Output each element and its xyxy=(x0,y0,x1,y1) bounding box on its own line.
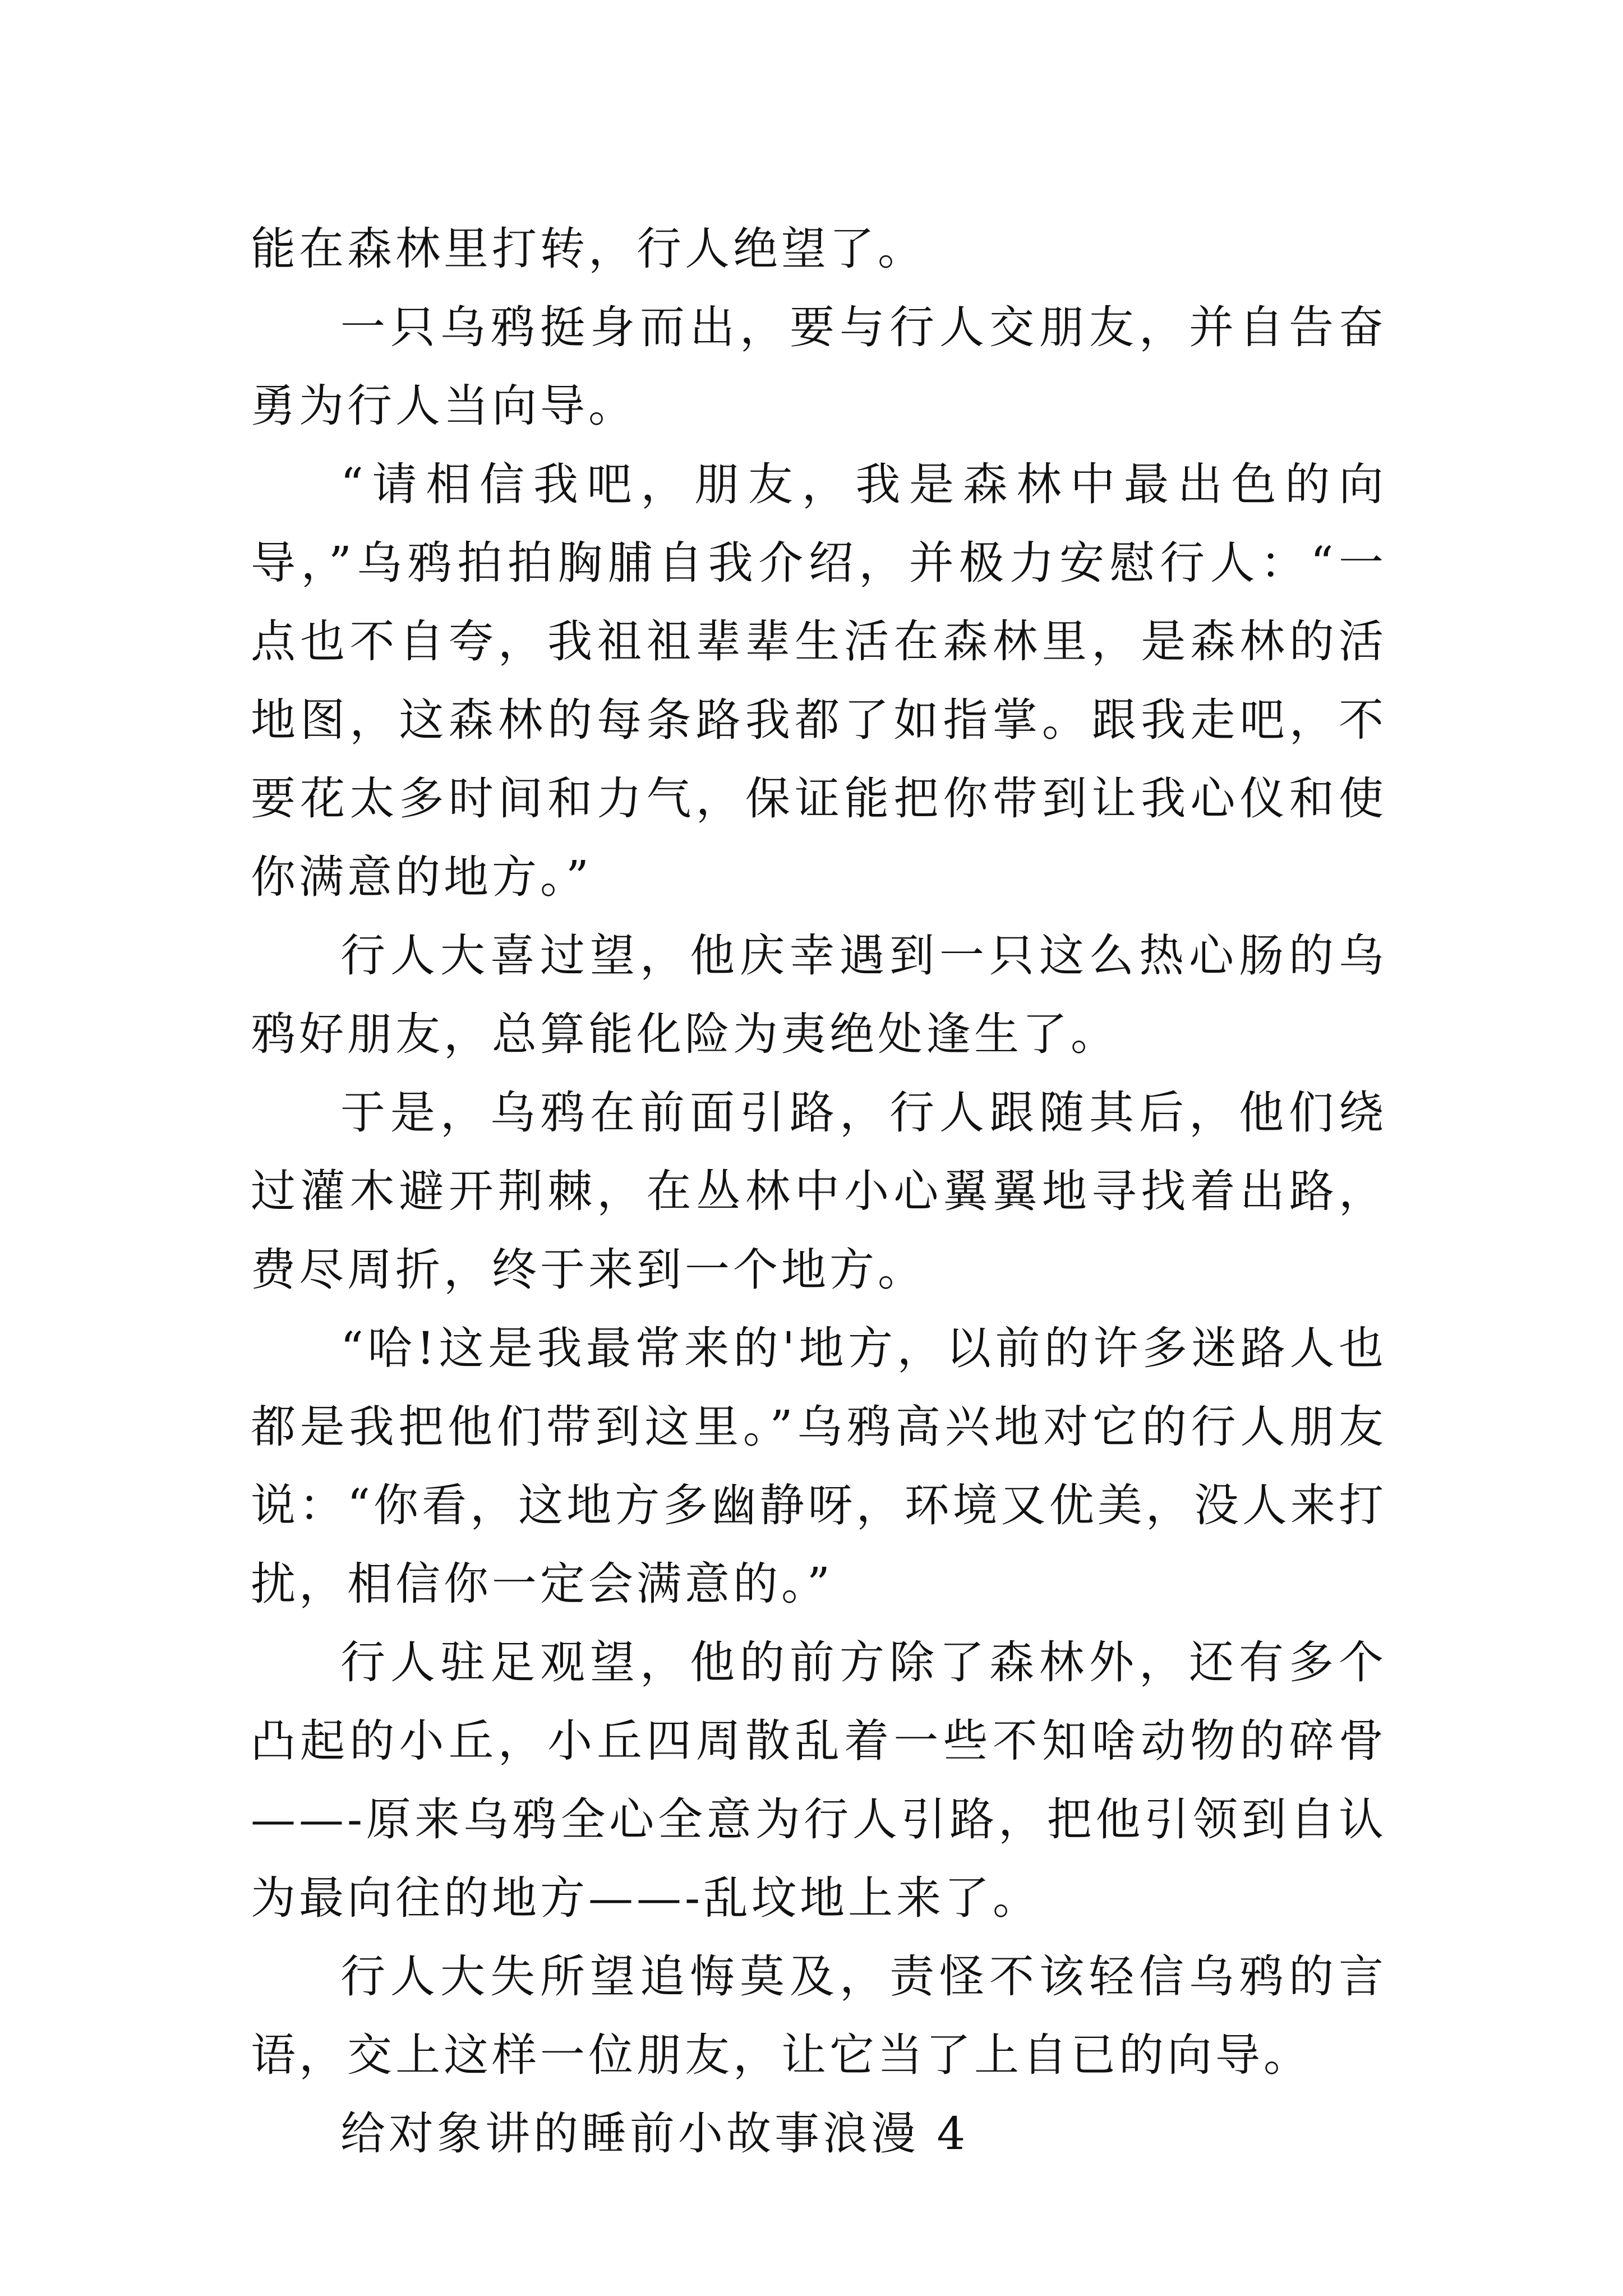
paragraph-7: 行人驻足观望，他的前方除了森林外，还有多个凸起的小丘，小丘四周散乱着一些不知啥动物的碎骨——-原来乌鸦全心全意为行人引路，把他引领到自认为最向往的地方——-乱坟地上来了。 xyxy=(251,1636,1387,1924)
paragraph-2: 一只乌鸦挺身而出，要与行人交朋友，并自告奋勇为行人当向导。 xyxy=(251,301,1387,432)
paragraph-6: “哈!这是我最常来的'地方，以前的许多迷路人也都是我把他们带到这里。”乌鸦高兴地对它的行人朋友说：“你看，这地方多幽静呀，环境又优美，没人来打扰，相信你一定会满意的。” xyxy=(251,1322,1387,1610)
section-heading: 给对象讲的睡前小故事浪漫 4 xyxy=(340,2108,969,2160)
document-body xyxy=(251,210,1387,2173)
paragraph-3: “请相信我吧，朋友，我是森林中最出色的向导，”乌鸦拍拍胸脯自我介绍，并极力安慰行人：“一点也不自夸，我祖祖辈辈生活在森林里，是森林的活地图，这森林的每条路我都了如指掌。跟我走吧，不要花太多时间和力气，保证能把你带到让我心仪和使你满意的地方。” xyxy=(251,458,1387,903)
paragraph-4: 行人大喜过望，他庆幸遇到一只这么热心肠的乌鸦好朋友，总算能化险为夷绝处逢生了。 xyxy=(251,930,1387,1060)
paragraph-8: 行人大失所望追悔莫及，责怪不该轻信乌鸦的言语，交上这样一位朋友，让它当了上自已的向导。 xyxy=(251,1950,1387,2081)
paragraph-1: 能在森林里打转，行人绝望了。 xyxy=(251,223,926,275)
paragraph-5: 于是，乌鸦在前面引路，行人跟随其后，他们绕过灌木避开荆棘，在丛林中小心翼翼地寻找着出路，费尽周折，终于来到一个地方。 xyxy=(251,1087,1387,1296)
